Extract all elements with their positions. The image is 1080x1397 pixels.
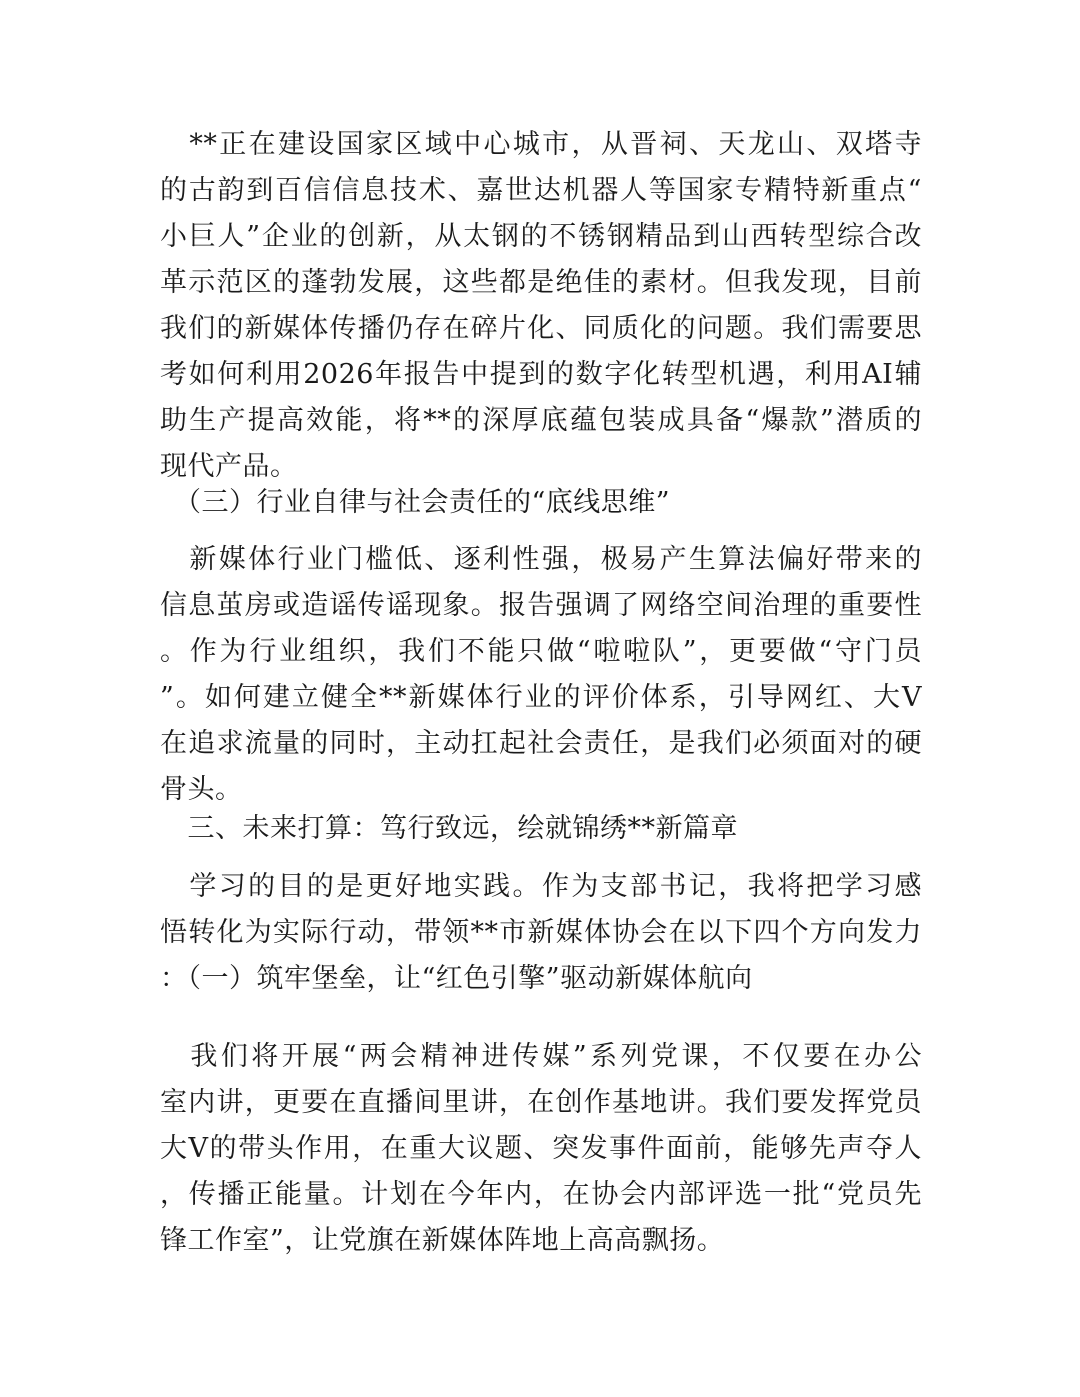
text-line: 的古韵到百信信息技术、嘉世达机器人等国家专精特新重点“ [160,175,922,206]
text-line: 我们将开展“两会精神进传媒”系列党课，不仅要在办公 [160,1041,922,1072]
text-line: 小巨人”企业的创新，从太钢的不锈钢精品到山西转型综合改 [160,221,922,252]
text-line: 骨头。 [160,774,243,805]
paragraph-party-lectures [160,1034,922,1264]
text-line: 。作为行业组织，我们不能只做“啦啦队”，更要做“守门员 [160,636,922,667]
text-line: 学习的目的是更好地实践。作为支部书记，我将把学习感 [160,871,922,902]
text-line: ，传播正能量。计划在今年内，在协会内部评选一批“党员先 [160,1179,922,1210]
paragraph-city-materials [160,122,922,490]
section-heading-bottom-line-thinking [160,480,922,526]
text-line: 信息茧房或造谣传谣现象。报告强调了网络空间治理的重要性 [160,590,922,621]
text-line: 新媒体行业门槛低、逐利性强，极易产生算法偏好带来的 [160,544,922,575]
heading-text: （三）行业自律与社会责任的“底线思维” [160,487,671,518]
text-line: ：（一）筑牢堡垒，让“红色引擎”驱动新媒体航向 [160,963,753,994]
text-line: **正在建设国家区域中心城市，从晋祠、天龙山、双塔寺 [160,129,922,160]
text-line: 悟转化为实际行动，带领**市新媒体协会在以下四个方向发力 [160,917,922,948]
paragraph-learning-practice [160,864,922,1002]
text-line: 现代产品。 [160,451,298,482]
text-line: 锋工作室”，让党旗在新媒体阵地上高高飘扬。 [160,1225,725,1256]
section-heading-future-plans [160,806,922,852]
text-line: 助生产提高效能，将**的深厚底蕴包装成具备“爆款”潜质的 [160,405,922,436]
heading-text: 三、未来打算：笃行致远，绘就锦绣**新篇章 [160,813,738,844]
text-line: 革示范区的蓬勃发展，这些都是绝佳的素材。但我发现，目前 [160,267,922,298]
text-line: 我们的新媒体传播仍存在碎片化、同质化的问题。我们需要思 [160,313,922,344]
paragraph-industry-self-discipline [160,537,922,813]
text-line: 在追求流量的同时，主动扛起社会责任，是我们必须面对的硬 [160,728,922,759]
text-line: 考如何利用2026年报告中提到的数字化转型机遇，利用AI辅 [160,359,922,390]
text-line: ”。如何建立健全**新媒体行业的评价体系，引导网红、大V [160,682,922,713]
text-line: 大V的带头作用，在重大议题、突发事件面前，能够先声夺人 [160,1133,922,1164]
text-line: 室内讲，更要在直播间里讲，在创作基地讲。我们要发挥党员 [160,1087,922,1118]
